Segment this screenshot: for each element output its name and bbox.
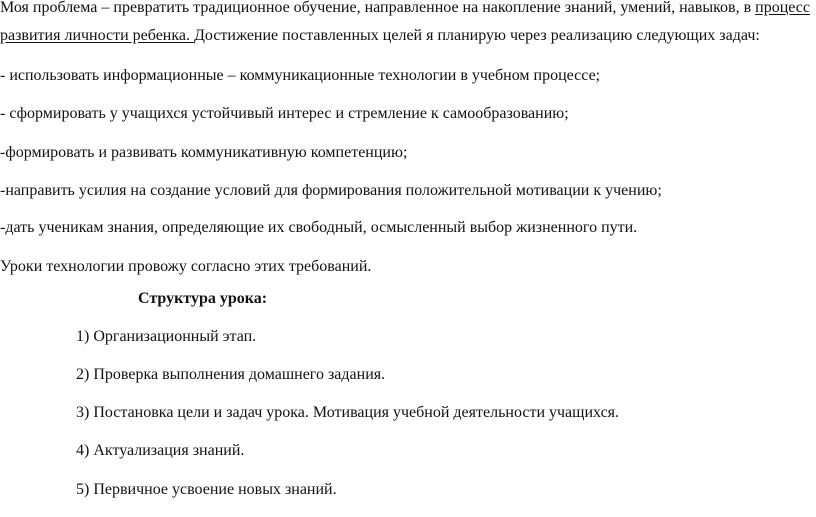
intro-line-1 [0, 0, 810, 18]
task-item-4: -направить усилия на создание условий для формирования положительной мотивации к учению; [0, 182, 662, 199]
task-item-2: - сформировать у учащихся устойчивый интерес и стремление к самообразованию; [0, 105, 569, 122]
intro-line-2 [0, 26, 760, 46]
intro-underlined-1: процесс [755, 0, 810, 16]
structure-item-5: 5) Первичное усвоение новых знаний. [76, 481, 337, 498]
intro-text-1: Моя проблема – превратить традиционное обучение, направленное на накопление знаний, умений, навыков, в [0, 0, 756, 16]
structure-item-4: 4) Актуализация знаний. [76, 442, 245, 459]
structure-item-1: 1) Организационный этап. [76, 328, 257, 345]
task-item-3: -формировать и развивать коммуникативную компетенцию; [0, 144, 408, 161]
lessons-note: Уроки технологии провожу согласно этих требований. [0, 258, 372, 275]
structure-item-3: 3) Постановка цели и задач урока. Мотивация учебной деятельности учащихся. [76, 404, 620, 421]
structure-item-2: 2) Проверка выполнения домашнего задания. [76, 366, 386, 383]
task-item-5: -дать ученикам знания, определяющие их свободный, осмысленный выбор жизненного пути. [0, 219, 638, 236]
intro-text-2: Достижение поставленных целей я планирую через реализацию следующих задач: [194, 27, 760, 44]
intro-underlined-2: развития личности ребенка. [0, 27, 194, 44]
task-item-1: - использовать информационные – коммуникационные технологии в учебном процессе; [0, 67, 601, 84]
structure-title: Структура урока: [138, 290, 268, 307]
